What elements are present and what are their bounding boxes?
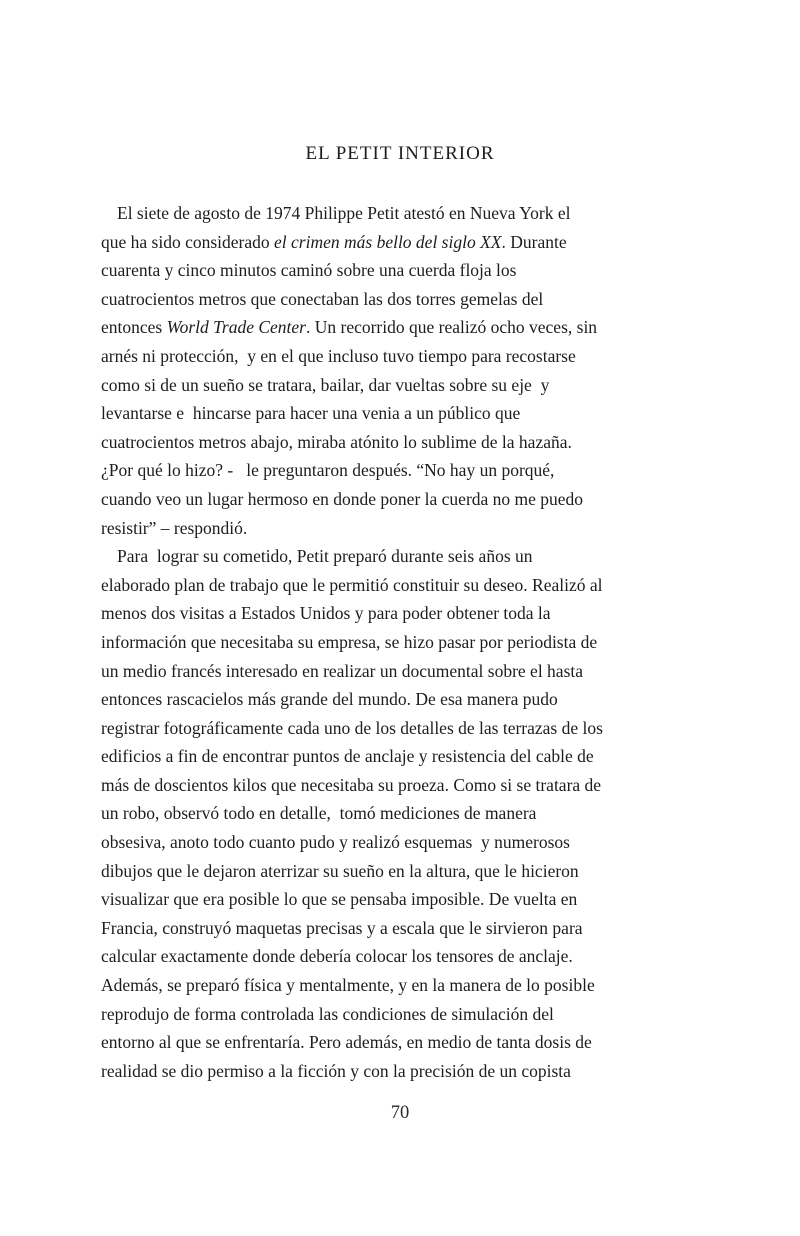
text-segment: cuando veo un lugar hermoso en donde poner la cuerda no me puedo [101,488,584,509]
text-segment: un medio francés interesado en realizar un documental sobre el hasta [101,660,584,681]
text-segment: cuatrocientos metros abajo, miraba atónito lo sublime de la hazaña. [101,431,572,452]
text-segment: más de doscientos kilos que necesitaba su proeza. Como si se tratara de [101,774,602,795]
text-segment: registrar fotográficamente cada uno de los detalles de las terrazas de los [101,717,603,738]
text-line [101,571,721,600]
text-line [101,685,721,714]
text-segment: información que necesitaba su empresa, se hizo pasar por periodista de [101,631,598,652]
italic-text-segment: el crimen más bello del siglo XX [274,231,502,252]
text-line [101,771,721,800]
text-line [101,228,721,257]
text-line [101,428,721,457]
text-line [101,485,721,514]
text-line [101,371,721,400]
text-line [101,399,721,428]
page-title: EL PETIT INTERIOR [305,143,495,164]
text-segment: un robo, observó todo en detalle, tomó mediciones de manera [101,803,537,824]
text-line [101,628,721,657]
text-line [101,514,721,543]
text-segment: reprodujo de forma controlada las condiciones de simulación del [101,1003,554,1024]
text-line [101,799,721,828]
text-segment: resistir” – respondió. [101,517,248,538]
text-line [101,542,721,571]
text-line [101,1028,721,1057]
text-line [101,971,721,1000]
text-line [101,1000,721,1029]
text-segment: Para lograr su cometido, Petit preparó durante seis años un [117,546,533,567]
text-line [101,599,721,628]
text-segment: . Un recorrido que realizó ocho veces, sin [305,317,598,338]
text-line [101,256,721,285]
text-segment: elaborado plan de trabajo que le permitió constituir su deseo. Realizó al [101,574,603,595]
text-line [101,828,721,857]
text-segment: dibujos que le dejaron aterrizar su sueño en la altura, que le hicieron [101,860,579,881]
text-segment: arnés ni protección, y en el que incluso tuvo tiempo para recostarse [101,345,576,366]
text-segment: cuarenta y cinco minutos caminó sobre una cuerda floja los [101,260,517,281]
text-segment: como si de un sueño se tratara, bailar, dar vueltas sobre su eje y [101,374,550,395]
text-segment: El siete de agosto de 1974 Philippe Petit atestó en Nueva York el [117,203,571,223]
text-line [101,857,721,886]
text-line [101,456,721,485]
text-segment: Además, se preparó física y mentalmente, y en la manera de lo posible [101,975,595,996]
text-line [101,885,721,914]
text-line [101,342,721,371]
page-number: 70 [390,1103,410,1123]
text-line [101,742,721,771]
text-line [101,313,721,342]
page-body [101,199,721,1085]
text-line [101,657,721,686]
text-segment: . Durante [501,231,567,252]
text-segment: Francia, construyó maquetas precisas y a escala que le sirvieron para [101,917,583,938]
text-segment: calcular exactamente donde debería colocar los tensores de anclaje. [101,946,573,967]
text-line [101,942,721,971]
text-segment: levantarse e hincarse para hacer una venia a un público que [101,403,521,424]
text-segment: ¿Por qué lo hizo? - le preguntaron después. “No hay un porqué, [101,460,555,481]
text-segment: edificios a fin de encontrar puntos de anclaje y resistencia del cable de [101,746,594,767]
text-segment: cuatrocientos metros que conectaban las dos torres gemelas del [101,288,544,309]
text-segment: entonces rascacielos más grande del mundo. De esa manera pudo [101,689,558,710]
text-segment: que ha sido considerado [101,231,275,252]
text-segment: realidad se dio permiso a la ficción y con la precisión de un copista [101,1060,571,1081]
text-line [101,714,721,743]
text-segment: visualizar que era posible lo que se pensaba imposible. De vuelta en [101,889,578,910]
text-line [101,914,721,943]
italic-text-segment: World Trade Center [166,317,306,338]
text-segment: entonces [101,317,167,338]
text-line [101,199,721,228]
text-segment: obsesiva, anoto todo cuanto pudo y realizó esquemas y numerosos [101,832,570,853]
text-segment: menos dos visitas a Estados Unidos y para poder obtener toda la [101,603,551,624]
text-segment: entorno al que se enfrentaría. Pero además, en medio de tanta dosis de [101,1032,592,1053]
text-line [101,1057,721,1086]
text-line [101,285,721,314]
